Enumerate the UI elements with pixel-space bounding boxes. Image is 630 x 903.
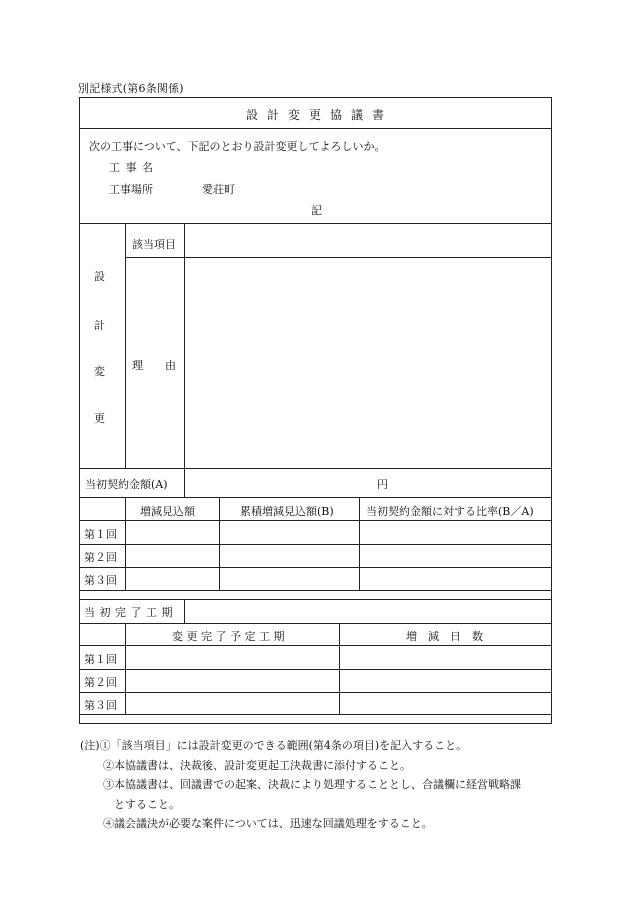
period-header: 変 更 完 了 予 定 工 期 bbox=[172, 630, 285, 643]
amount-row-label: 第２回 bbox=[84, 551, 117, 564]
rule bbox=[184, 468, 185, 497]
design-change-char: 変 bbox=[94, 365, 105, 378]
notes bbox=[80, 736, 521, 834]
rule bbox=[80, 223, 551, 224]
rule bbox=[339, 623, 340, 714]
rule bbox=[184, 223, 185, 468]
rule bbox=[80, 497, 551, 498]
project-site-label: 工事場所 bbox=[109, 183, 153, 196]
rule bbox=[125, 223, 126, 468]
form-frame bbox=[79, 97, 552, 724]
note-line: とすること。 bbox=[114, 797, 180, 811]
rule bbox=[219, 497, 220, 590]
note-line: (注)①「該当項目」には設計変更のできる範囲(第4条の項目)を記入すること。 bbox=[80, 739, 468, 752]
ki-label: 記 bbox=[311, 204, 322, 217]
design-change-char: 計 bbox=[94, 319, 105, 332]
rule bbox=[80, 645, 551, 646]
rule bbox=[80, 714, 551, 715]
amount-header: 増減見込額 bbox=[140, 505, 195, 518]
note-line: ②本協議書は、決裁後、設計変更起工決裁書に添付すること。 bbox=[103, 758, 411, 772]
rule bbox=[125, 497, 126, 590]
amount-row-label: 第３回 bbox=[84, 574, 117, 587]
rule bbox=[80, 599, 551, 600]
initial-contract-unit: 円 bbox=[377, 478, 388, 491]
applicable-item-label: 該当項目 bbox=[132, 238, 176, 251]
rule bbox=[80, 567, 551, 568]
amount-row-label: 第１回 bbox=[84, 528, 117, 541]
amount-header: 当初契約金額に対する比率(B／A) bbox=[366, 505, 534, 518]
project-name-label: 工 事 名 bbox=[109, 161, 154, 174]
initial-completion-label: 当 初 完 了 工 期 bbox=[84, 606, 173, 619]
form-title: 設計変更協議書 bbox=[246, 108, 394, 122]
rule bbox=[125, 257, 551, 258]
intro-text: 次の工事について、下記のとおり設計変更してよろしいか。 bbox=[89, 140, 386, 153]
design-change-char: 更 bbox=[94, 412, 105, 425]
rule bbox=[80, 669, 551, 670]
rule bbox=[80, 128, 551, 129]
rule bbox=[80, 623, 551, 624]
rule bbox=[80, 544, 551, 545]
amount-header: 累積増減見込額(B) bbox=[240, 505, 334, 518]
period-row-label: 第３回 bbox=[84, 699, 117, 712]
period-row-label: 第２回 bbox=[84, 676, 117, 689]
rule bbox=[80, 468, 551, 469]
rule bbox=[125, 623, 126, 714]
period-header: 増 減 日 数 bbox=[406, 630, 483, 643]
rule bbox=[359, 497, 360, 590]
rule bbox=[80, 692, 551, 693]
note-line: ③本協議書は、回議書での起案、決裁により処理することとし、合議欄に経営戦略課 bbox=[103, 778, 521, 791]
project-site-value[interactable]: 愛荘町 bbox=[202, 183, 235, 196]
rule bbox=[80, 520, 551, 521]
initial-contract-label: 当初契約金額(A) bbox=[85, 478, 168, 491]
rule bbox=[80, 590, 551, 591]
note-line: ④議会議決が必要な案件については、迅速な回議処理をすること。 bbox=[103, 817, 433, 830]
reason-label: 理 由 bbox=[132, 359, 176, 372]
rule bbox=[184, 599, 185, 623]
design-change-char: 設 bbox=[94, 270, 105, 283]
form-label: 別記様式(第6条関係) bbox=[78, 82, 184, 95]
period-row-label: 第１回 bbox=[84, 653, 117, 666]
